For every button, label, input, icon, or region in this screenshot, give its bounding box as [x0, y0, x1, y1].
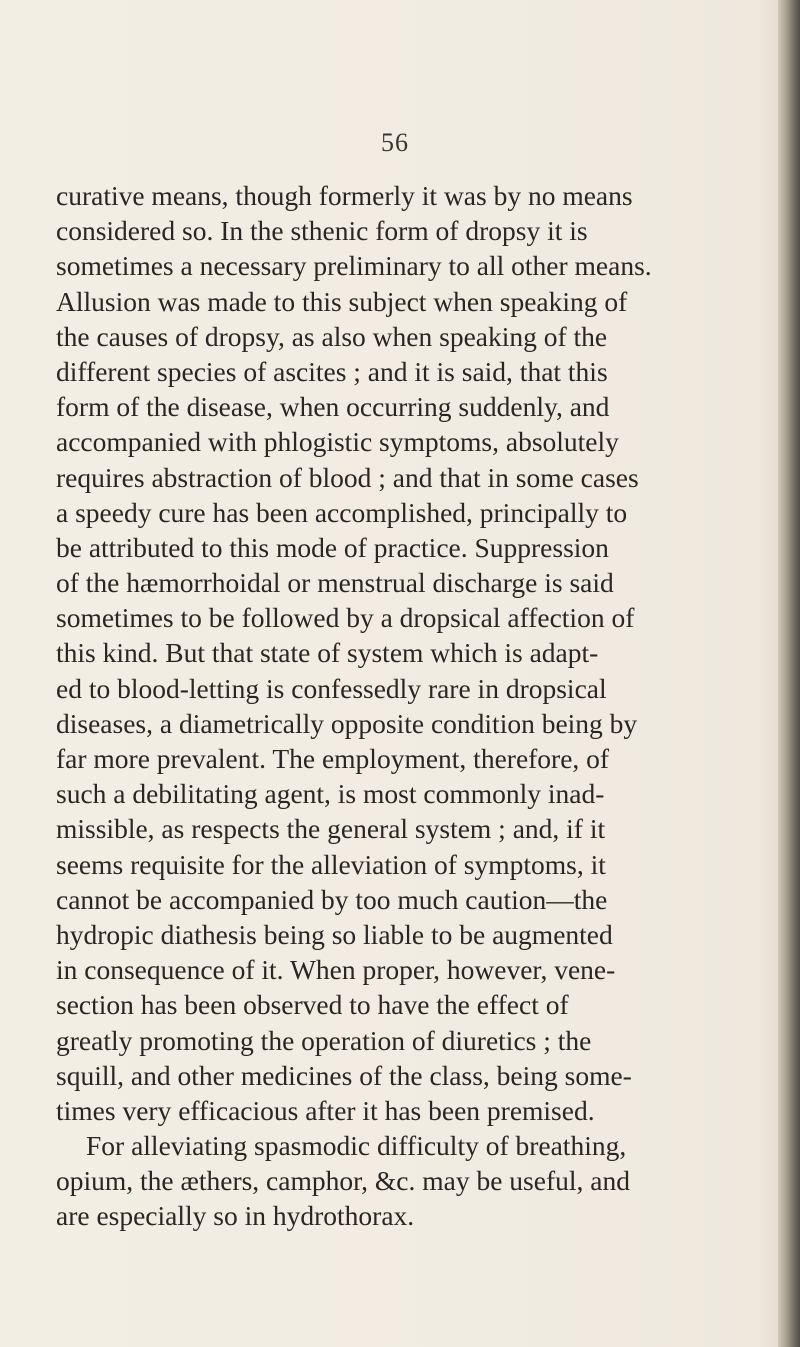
text-line: form of the disease, when occurring suddenly, and — [56, 391, 610, 423]
text-line: diseases, a diametrically opposite condition being by — [56, 707, 638, 739]
text-line: Allusion was made to this subject when speaking of — [56, 285, 628, 317]
paragraph-start-line: For alleviating spasmodic difficulty of breathing, — [86, 1130, 627, 1162]
text-line: of the hæmorrhoidal or menstrual discharge is said — [56, 567, 614, 599]
text-line: considered so. In the sthenic form of dropsy it is — [56, 215, 588, 247]
text-line: curative means, though formerly it was by no means — [56, 180, 633, 211]
page-edge-shadow — [778, 0, 800, 1347]
text-line: section has been observed to have the effect of — [56, 989, 569, 1021]
text-line: sometimes to be followed by a dropsical affection of — [56, 602, 635, 634]
text-line: accompanied with phlogistic symptoms, absolutely — [56, 426, 619, 458]
text-line: cannot be accompanied by too much caution—the — [56, 883, 608, 915]
text-line: seems requisite for the alleviation of symptoms, it — [56, 848, 606, 880]
text-line: times very efficacious after it has been premised. — [56, 1094, 595, 1126]
text-line: this kind. But that state of system which is adapt- — [56, 637, 599, 669]
text-line: hydropic diathesis being so liable to be augmented — [56, 918, 613, 950]
text-line: be attributed to this mode of practice. Suppression — [56, 531, 609, 563]
body-text — [56, 178, 762, 1234]
text-line: ed to blood-letting is confessedly rare in dropsical — [56, 672, 607, 704]
text-line: opium, the æthers, camphor, &c. may be useful, and — [56, 1165, 630, 1197]
text-line: are especially so in hydrothorax. — [56, 1200, 415, 1232]
text-line: different species of ascites ; and it is said, that this — [56, 355, 608, 387]
text-line: sometimes a necessary preliminary to all other means. — [56, 250, 652, 282]
text-line: greatly promoting the operation of diuretics ; the — [56, 1024, 592, 1056]
text-line: in consequence of it. When proper, however, vene- — [56, 954, 616, 986]
text-line: such a debilitating agent, is most commonly inad- — [56, 778, 605, 810]
text-line: missible, as respects the general system ; and, if it — [56, 813, 606, 845]
text-line: a speedy cure has been accomplished, principally to — [56, 496, 628, 528]
text-line: the causes of dropsy, as also when speaking of the — [56, 320, 608, 352]
page-number: 56 — [381, 128, 409, 157]
text-line: far more prevalent. The employment, therefore, of — [56, 743, 610, 774]
text-line: squill, and other medicines of the class, being some- — [56, 1059, 632, 1091]
text-line: requires abstraction of blood ; and that in some cases — [56, 461, 639, 493]
